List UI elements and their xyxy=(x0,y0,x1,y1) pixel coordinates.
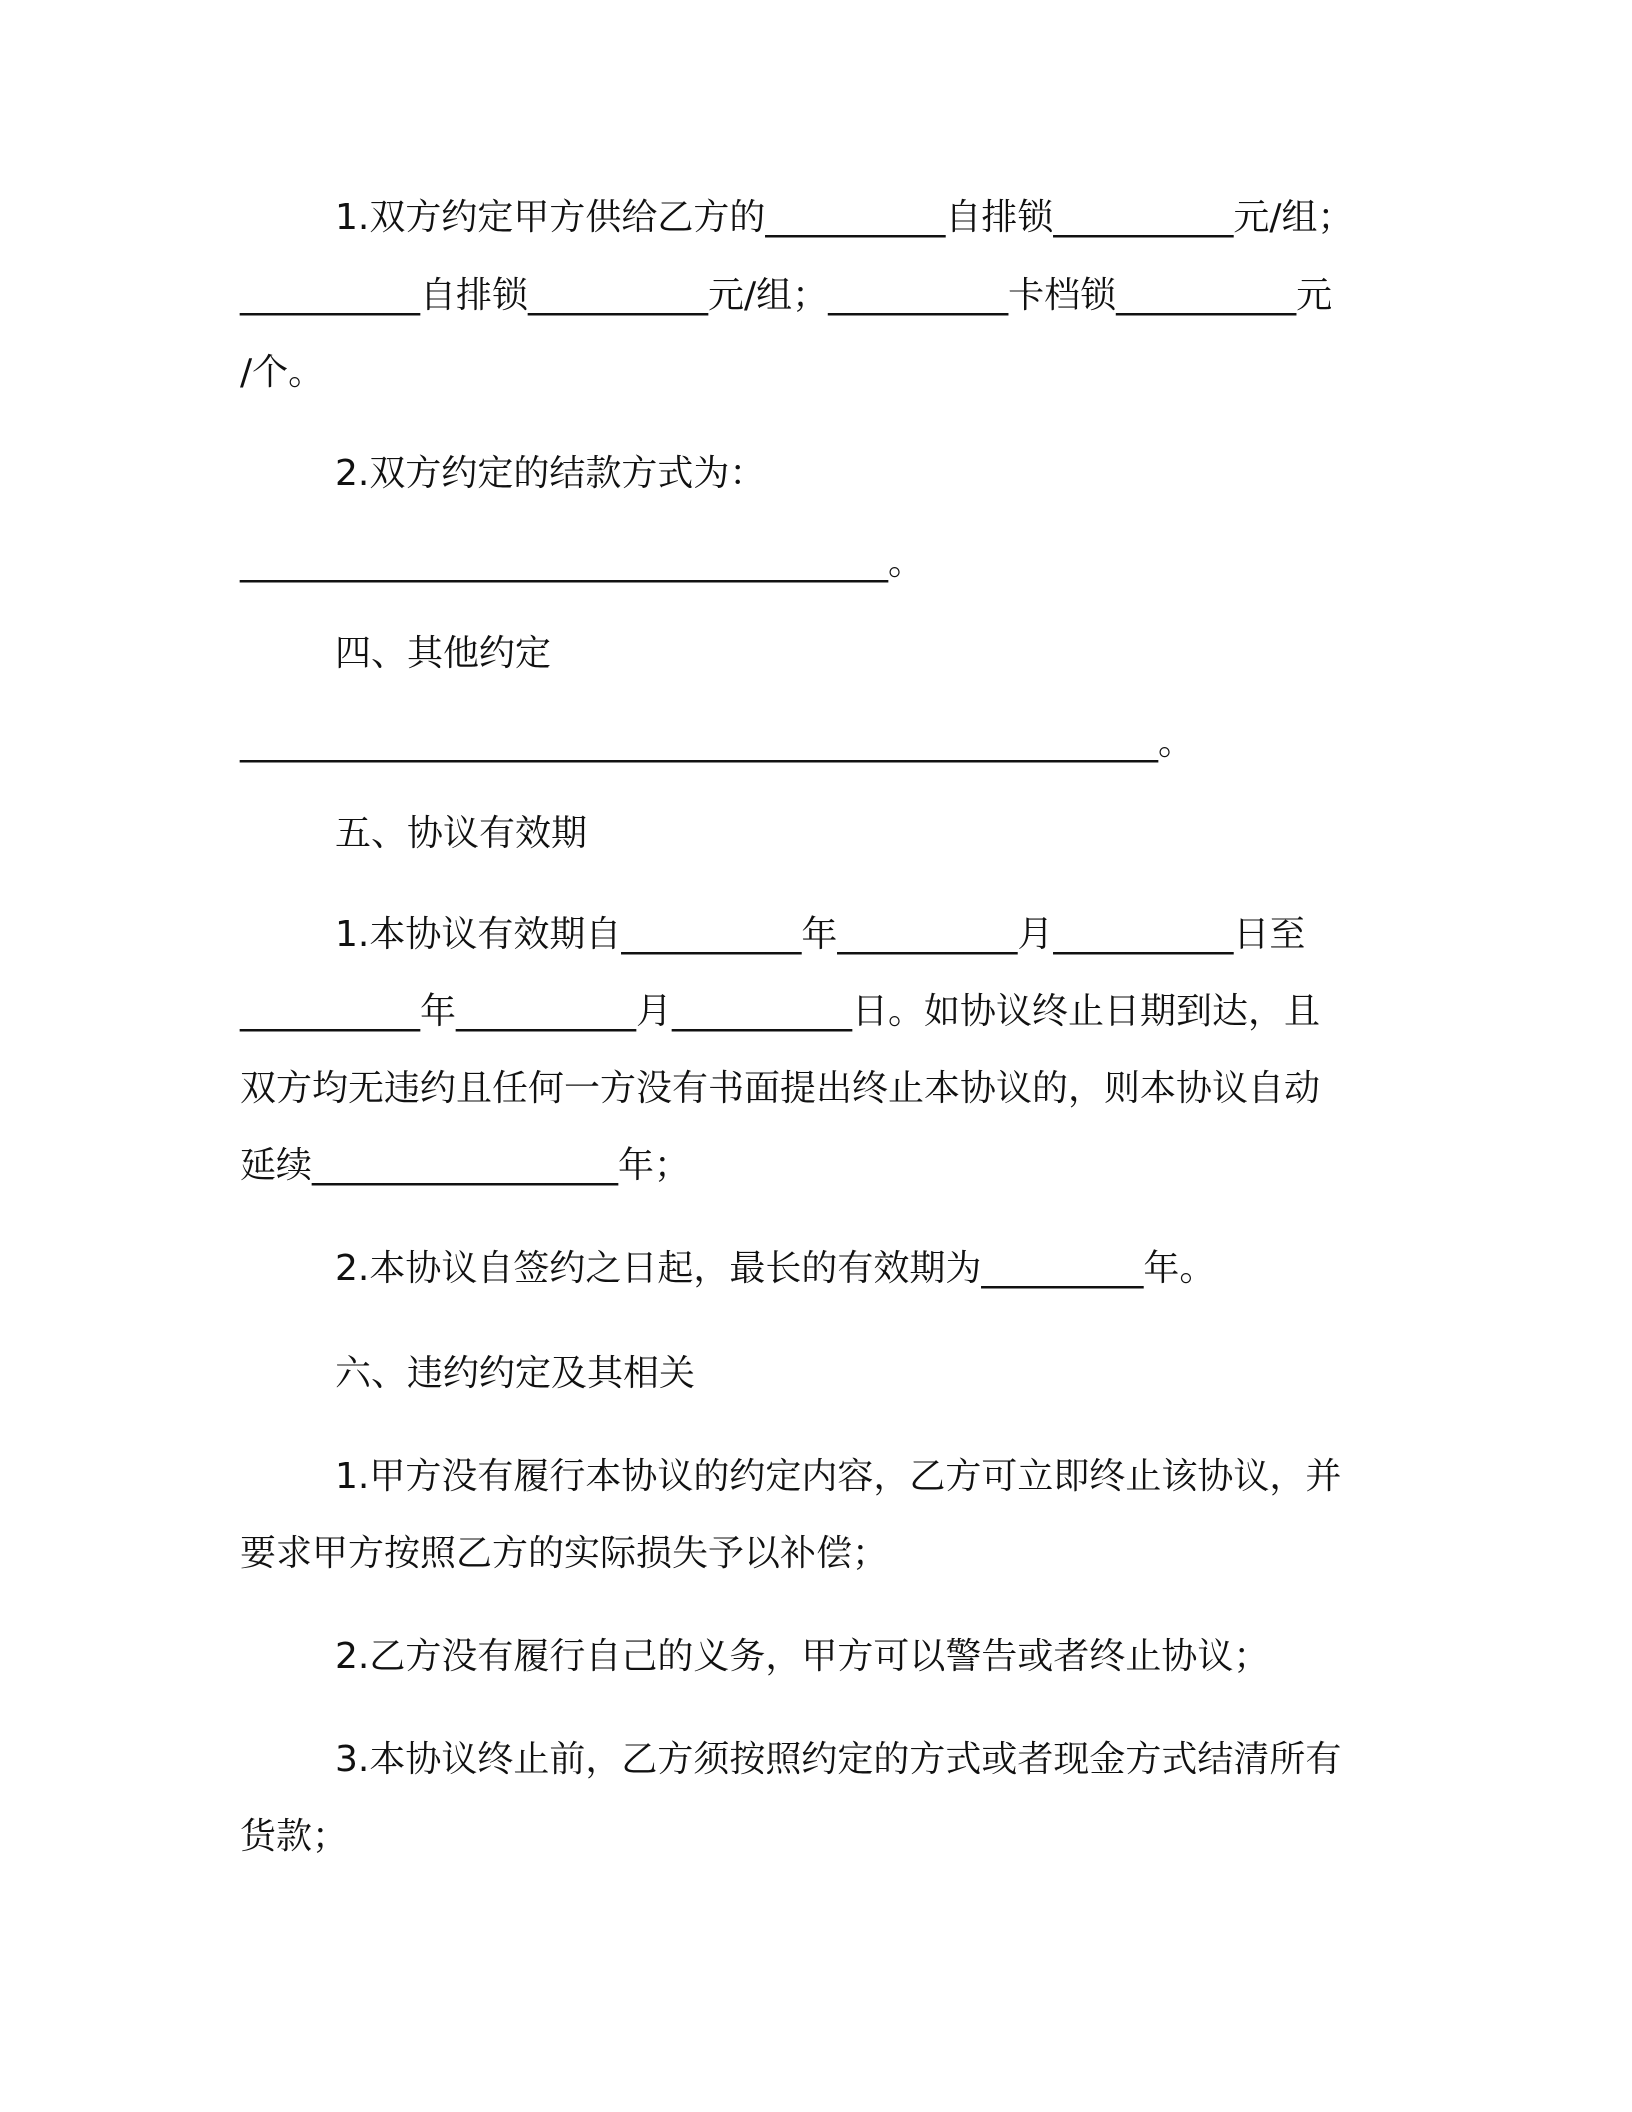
clause-3-1-line-1: 1.双方约定甲方供给乙方的__________自排锁__________元/组； xyxy=(335,197,1354,238)
clause-6-3-line-1: 3.本协议终止前，乙方须按照约定的方式或者现金方式结清所有 xyxy=(335,1739,1342,1780)
section-6-heading: 六、违约约定及其相关 xyxy=(335,1353,696,1394)
section-4-heading: 四、其他约定 xyxy=(335,633,552,674)
clause-6-1-line-1: 1.甲方没有履行本协议的约定内容，乙方可立即终止该协议，并 xyxy=(335,1456,1342,1497)
clause-3-1-line-2: __________自排锁__________元/组；__________卡档锁__________元 xyxy=(240,275,1333,316)
clause-5-1-line-2: __________年__________月__________日。如协议终止日期到达，且 xyxy=(240,991,1321,1032)
clause-3-1-line-3: /个。 xyxy=(240,352,325,393)
clause-3-2-line-2: ____________________________________。 xyxy=(240,542,924,583)
section-5-heading: 五、协议有效期 xyxy=(335,813,588,854)
clause-6-2-line-1: 2.乙方没有履行自己的义务，甲方可以警告或者终止协议； xyxy=(335,1636,1270,1677)
clause-5-1-line-1: 1.本协议有效期自__________年__________月__________日至 xyxy=(335,914,1306,955)
clause-6-3-line-2: 货款； xyxy=(240,1816,349,1857)
section-4-blank-line: ___________________________________________________。 xyxy=(240,722,1194,763)
clause-6-1-line-2: 要求甲方按照乙方的实际损失予以补偿； xyxy=(240,1533,889,1574)
clause-5-2-line-1: 2.本协议自签约之日起，最长的有效期为_________年。 xyxy=(335,1248,1216,1289)
clause-3-2-line-1: 2.双方约定的结款方式为： xyxy=(335,453,766,494)
clause-5-1-line-3: 双方均无违约且任何一方没有书面提出终止本协议的，则本协议自动 xyxy=(240,1068,1321,1109)
clause-5-1-line-4: 延续_________________年； xyxy=(240,1145,691,1186)
